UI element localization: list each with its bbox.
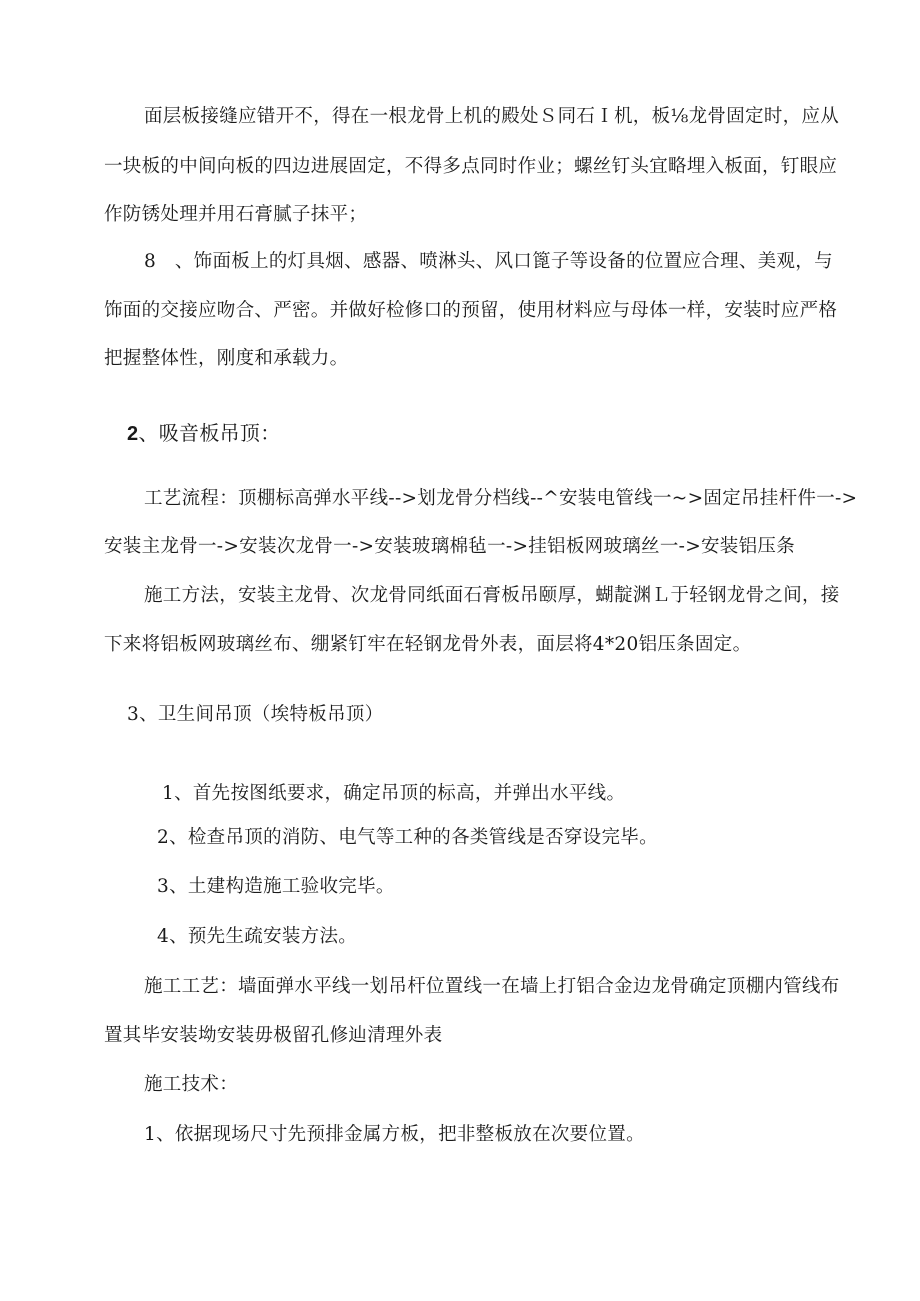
paragraph-line: 下来将铝板网玻璃丝布、绷紧钉牢在轻钢龙骨外表，面层将4*20铝压条固定。 (104, 634, 752, 655)
subheading-tech: 施工技术： (144, 1074, 239, 1095)
list-item: 2、检查吊顶的消防、电气等工种的各类管线是否穿设完毕。 (157, 827, 658, 848)
paragraph-line: 一块板的中间向板的四边进展固定，不得多点同时作业；螺丝钉头宜略埋入板面，钉眼应 (104, 156, 838, 177)
paragraph-line: 施工方法，安装主龙骨、次龙骨同纸面石膏板吊颐厚，蝴靛渊Ｌ于轻钢龙骨之间，接 (144, 585, 840, 606)
list-item: 1、依据现场尺寸先预排金属方板，把非整板放在次要位置。 (144, 1124, 645, 1145)
paragraph-line: 8 、饰面板上的灯具烟、感器、喷淋头、风口篦子等设备的位置应合理、美观，与 (144, 251, 833, 272)
section-heading-acoustic (127, 423, 281, 444)
section-heading-text: 、吸音板吊顶： (138, 421, 281, 445)
paragraph-line: 安装主龙骨一->安装次龙骨一->安装玻璃棉毡一->挂铝板网玻璃丝一->安装铝压条 (104, 536, 796, 557)
paragraph-line: 施工工艺：墙面弹水平线一划吊杆位置线一在墙上打铝合金边龙骨确定顶棚内管线布 (144, 976, 840, 997)
paragraph-line: 工艺流程：顶棚标高弹水平线-->划龙骨分档线--^安装电管线一~>固定吊挂杆件一-> (144, 488, 858, 509)
paragraph-line: 面层板接缝应错开不，得在一根龙骨上机的殿处Ｓ同石Ｉ机，板⅛龙骨固定时，应从 (144, 106, 840, 127)
list-item: 4、预先生疏安装方法。 (157, 926, 358, 947)
paragraph-line: 作防锈处理并用石膏腻子抹平； (104, 204, 368, 225)
list-item: 3、土建构造施工验收完毕。 (157, 876, 395, 897)
section-heading-bathroom: 3、卫生间吊顶（埃特板吊顶） (127, 704, 384, 725)
paragraph-line: 置其毕安装坳安装毋极留孔修辿清理外表 (104, 1025, 443, 1046)
list-item: 1、首先按图纸要求，确定吊顶的标高，并弹出水平线。 (162, 783, 626, 804)
paragraph-line: 饰面的交接应吻合、严密。并做好检修口的预留，使用材料应与母体一样，安装时应严格 (104, 300, 838, 321)
section-heading-number: 2 (127, 423, 139, 445)
paragraph-line: 把握整体性，刚度和承载力。 (104, 348, 349, 369)
